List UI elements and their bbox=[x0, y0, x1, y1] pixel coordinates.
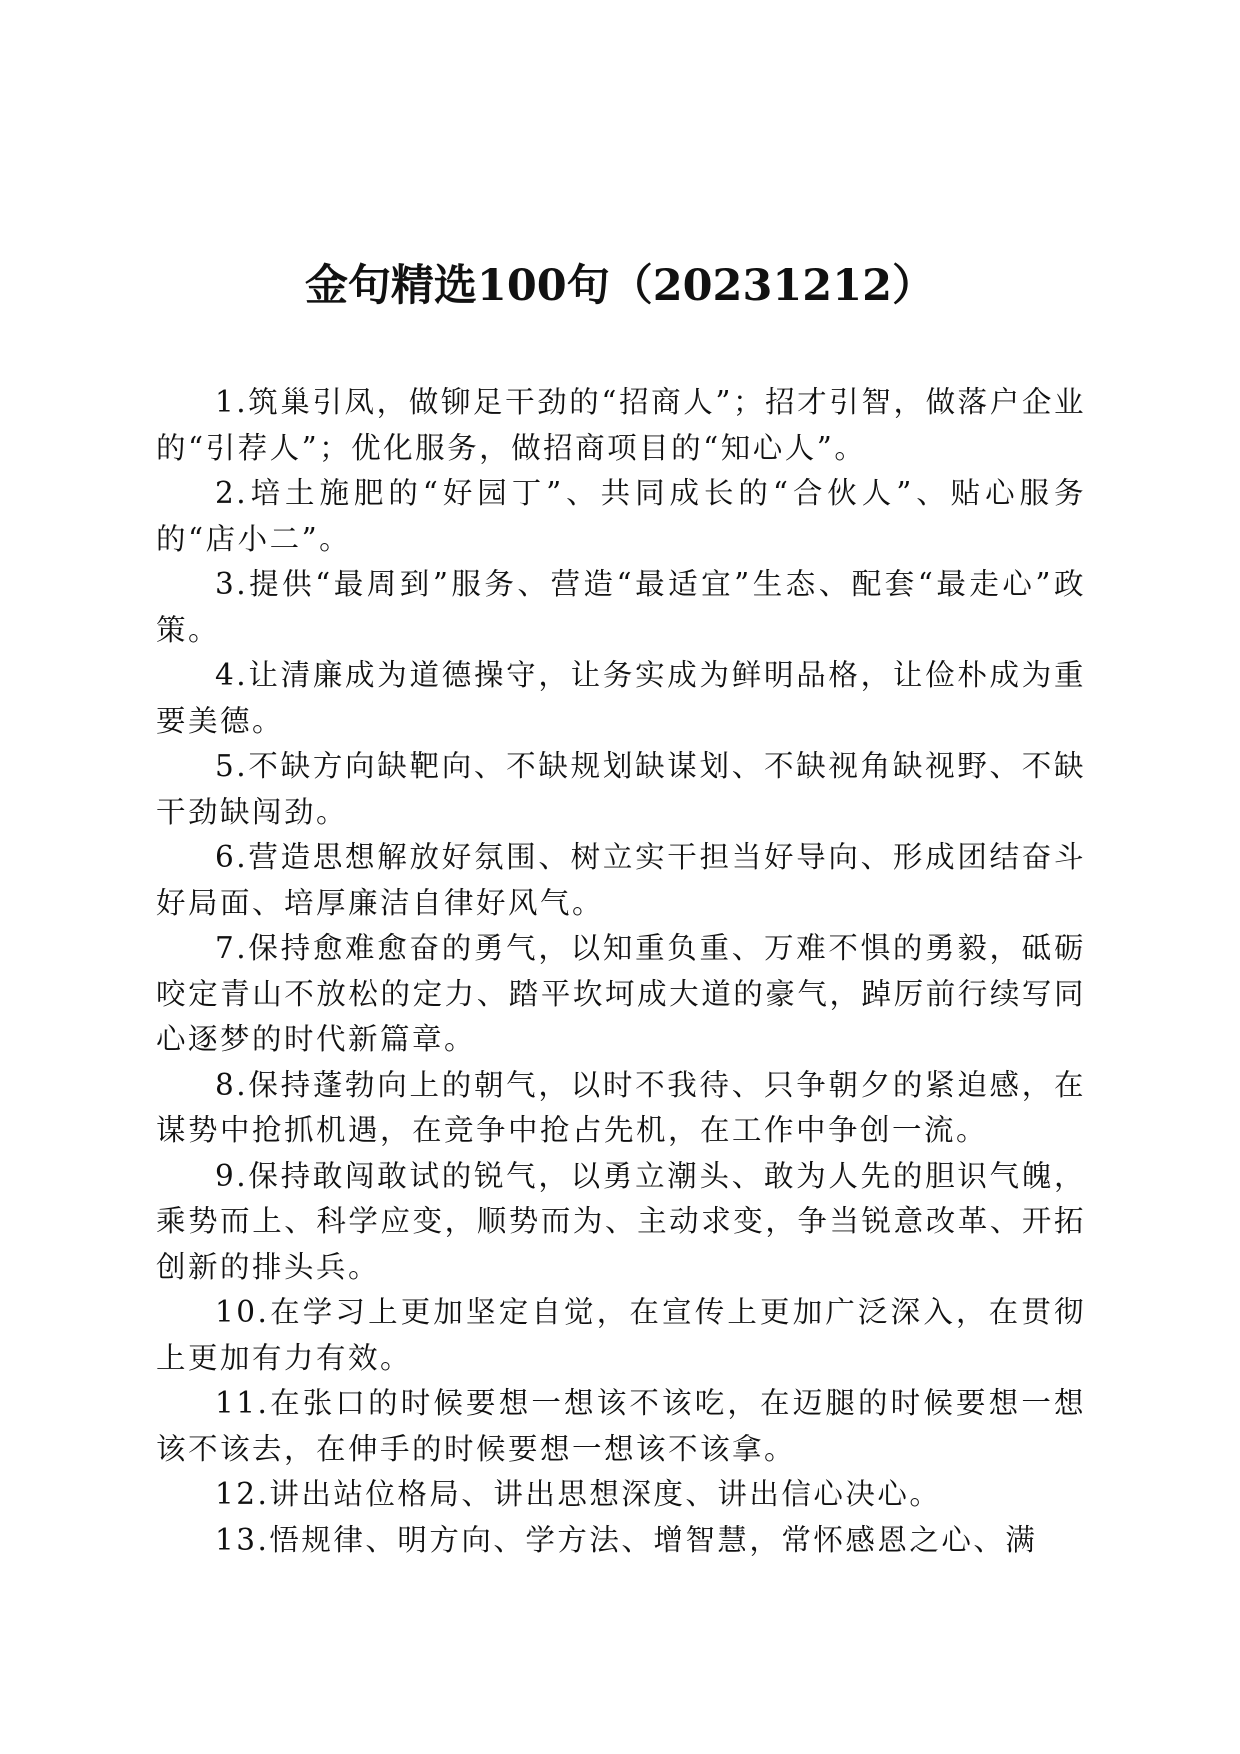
paragraph-3: 3.提供“最周到”服务、营造“最适宜”生态、配套“最走心”政策。 bbox=[156, 567, 1086, 647]
paragraph-11: 11.在张口的时候要想一想该不该吃，在迈腿的时候要想一想该不该去，在伸手的时候要想一想该不该拿。 bbox=[156, 1386, 1086, 1466]
paragraph-1: 1.筑巢引凤，做铆足干劲的“招商人”；招才引智，做落户企业的“引荐人”；优化服务，做招商项目的“知心人”。 bbox=[156, 385, 1086, 465]
document-title: 金句精选100句（20231212） bbox=[304, 261, 936, 311]
paragraph-10: 10.在学习上更加坚定自觉，在宣传上更加广泛深入，在贯彻上更加有力有效。 bbox=[156, 1295, 1086, 1375]
paragraph-7: 7.保持愈难愈奋的勇气，以知重负重、万难不惧的勇毅，砥砺咬定青山不放松的定力、踏平坎坷成大道的豪气，踔厉前行续写同心逐梦的时代新篇章。 bbox=[156, 931, 1086, 1056]
paragraph-9: 9.保持敢闯敢试的锐气，以勇立潮头、敢为人先的胆识气魄，乘势而上、科学应变，顺势而为、主动求变，争当锐意改革、开拓创新的排头兵。 bbox=[156, 1158, 1086, 1284]
document-body bbox=[156, 380, 1086, 1563]
paragraph-12: 12.讲出站位格局、讲出思想深度、讲出信心决心。 bbox=[215, 1477, 942, 1511]
paragraph-13: 13.悟规律、明方向、学方法、增智慧，常怀感恩之心、满 bbox=[215, 1522, 1038, 1557]
paragraph-8: 8.保持蓬勃向上的朝气，以时不我待、只争朝夕的紧迫感，在谋势中抢抓机遇，在竞争中抢占先机，在工作中争创一流。 bbox=[156, 1067, 1086, 1147]
paragraph-2: 2.培土施肥的“好园丁”、共同成长的“合伙人”、贴心服务的“店小二”。 bbox=[156, 476, 1086, 556]
paragraph-5: 5.不缺方向缺靶向、不缺规划缺谋划、不缺视角缺视野、不缺干劲缺闯劲。 bbox=[156, 749, 1086, 829]
paragraph-6: 6.营造思想解放好氛围、树立实干担当好导向、形成团结奋斗好局面、培厚廉洁自律好风气。 bbox=[156, 840, 1086, 920]
paragraph-4: 4.让清廉成为道德操守，让务实成为鲜明品格，让俭朴成为重要美德。 bbox=[156, 658, 1086, 738]
